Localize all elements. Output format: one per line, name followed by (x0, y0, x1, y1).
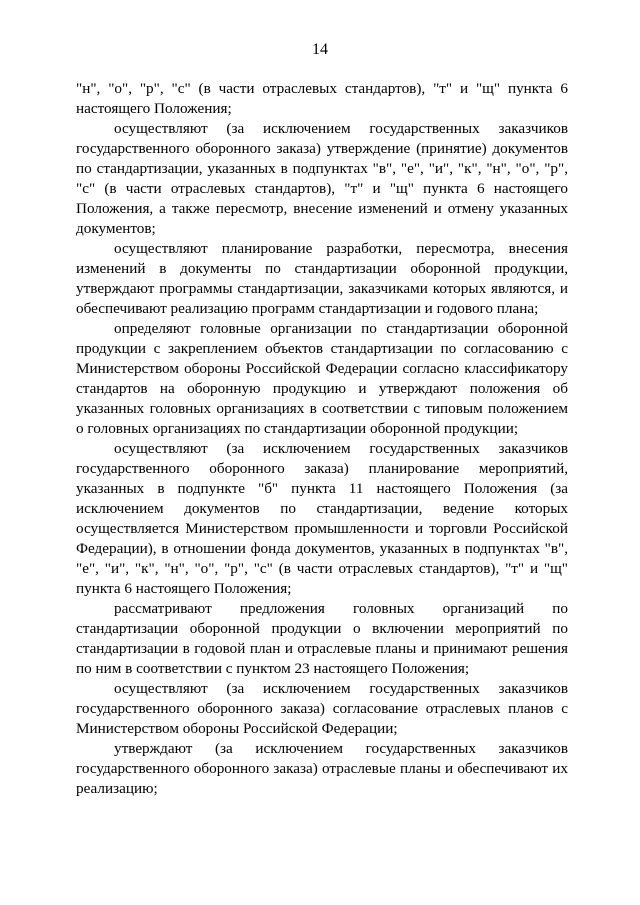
paragraph-continuation: "н", "о", "р", "с" (в части отраслевых стандартов), "т" и "щ" пункта 6 настоящего Положения; (76, 80, 568, 117)
paragraph: рассматривают предложения головных организаций по стандартизации оборонной продукции о включении мероприятий по стандартизации в годовой план и отраслевые планы и принимают решения по ним в соответствии с пунктом 23 настоящего Положения; (76, 600, 568, 677)
paragraph: осуществляют (за исключением государственных заказчиков государственного оборонного заказа) планирование мероприятий, указанных в подпункте "б" пункта 11 настоящего Положения (за исключением документов по стандартизации, ведение которых осуществляется Министерством промышленности и торговли Российской Федерации), в отношении фонда документов, указанных в подпунктах "в", "е", "и", "к", "н", "о", "р", "с" (в части отраслевых стандартов), "т" и "щ" пункта 6 настоящего Положения; (76, 440, 568, 597)
paragraph: определяют головные организации по стандартизации оборонной продукции с закреплением объектов стандартизации по согласованию с Министерством обороны Российской Федерации согласно классификатору стандартов на оборонную продукцию и утверждают положения об указанных головных организациях в соответствии с типовым положением о головных организациях по стандартизации оборонной продукции; (76, 320, 568, 437)
paragraph: осуществляют планирование разработки, пересмотра, внесения изменений в документы по стандартизации оборонной продукции, утверждают программы стандартизации, заказчиками которых являются, и обеспечивают реализацию программ стандартизации и годового плана; (76, 240, 568, 317)
document-body (76, 79, 568, 799)
paragraph: осуществляют (за исключением государственных заказчиков государственного оборонного заказа) согласование отраслевых планов с Министерством обороны Российской Федерации; (76, 680, 568, 737)
page-number: 14 (312, 41, 328, 58)
paragraph: утверждают (за исключением государственных заказчиков государственного оборонного заказа) отраслевые планы и обеспечивают их реализацию; (76, 740, 568, 797)
paragraph: осуществляют (за исключением государственных заказчиков государственного оборонного заказа) утверждение (принятие) документов по стандартизации, указанных в подпунктах "в", "е", "и", "к", "н", "о", "р", "с" (в части отраслевых стандартов), "т" и "щ" пункта 6 настоящего Положения, а также пересмотр, внесение изменений и отмену указанных документов; (76, 120, 568, 237)
